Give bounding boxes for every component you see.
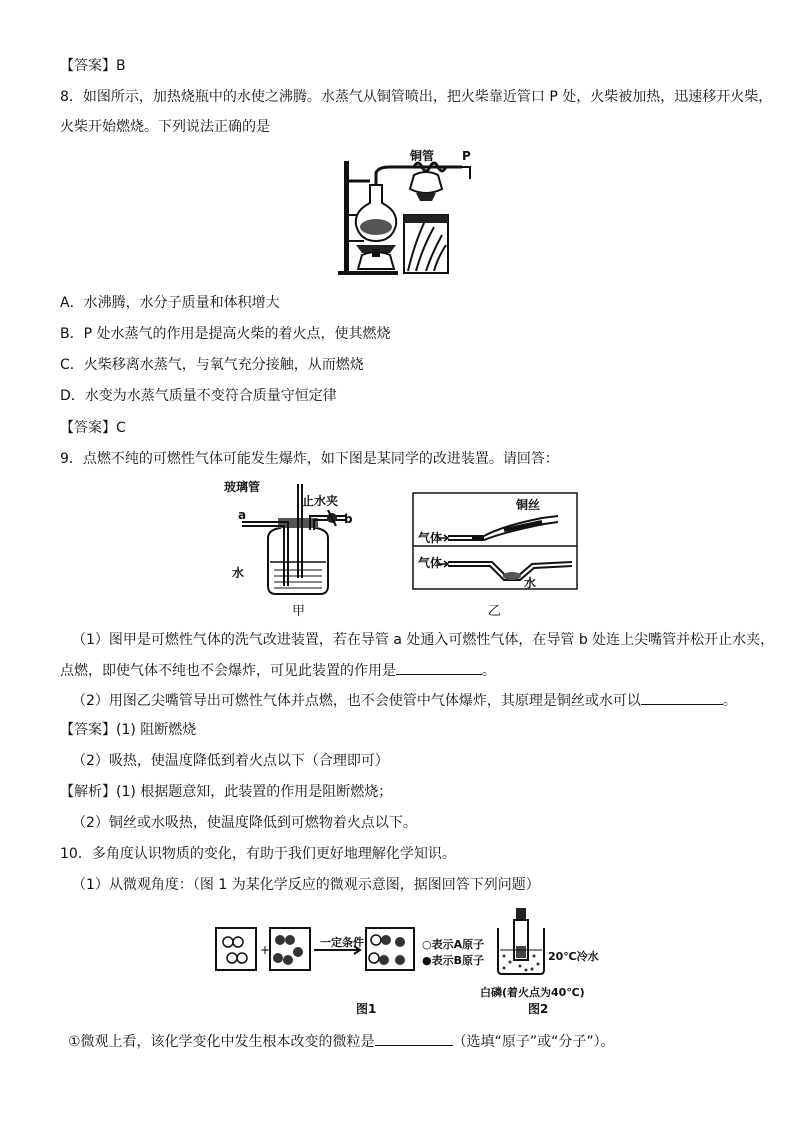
q9-sub2-text: （2）用图乙尖嘴管导出可燃性气体并点燃，也不会使管中气体爆炸，其原理是铜丝或水可以 bbox=[72, 693, 641, 709]
beaker-drawing bbox=[476, 906, 556, 978]
q9-label-gas-bottom: 气体 bbox=[418, 556, 443, 570]
q10-fig1-legend-b: ●表示B原子 bbox=[422, 954, 484, 967]
q9-label-gas-top: 气体 bbox=[418, 531, 443, 545]
q9-sub1-blank[interactable] bbox=[396, 660, 482, 675]
wash-bottle-drawing bbox=[228, 478, 368, 603]
q9-label-glass-tube: 玻璃管 bbox=[224, 480, 261, 494]
q9-label-a: a bbox=[238, 508, 247, 522]
q8-stem-line1: 8．如图所示，加热烧瓶中的水使之沸腾。水蒸气从铜管喷出，把火柴靠近管口 P 处，火柴被加热，迅速移开火柴， bbox=[60, 89, 773, 105]
q8-answer: 【答案】C bbox=[60, 420, 126, 436]
q8-label-copper-tube: 铜管 bbox=[410, 149, 435, 163]
q9-sub1-line1: （1）图甲是可燃性气体的洗气改进装置，若在导管 a 处通入可燃性气体，在导管 b 处连上尖嘴管并松开止水夹， bbox=[72, 632, 775, 648]
q9-figure-yi bbox=[412, 492, 578, 618]
q9-sub2-end: 。 bbox=[722, 693, 737, 709]
q9-caption-yi: 乙 bbox=[488, 604, 502, 619]
q9-sub1-end: 。 bbox=[482, 663, 496, 679]
q9-analysis2: （2）铜丝或水吸热，使温度降低到可燃物着火点以下。 bbox=[72, 815, 417, 831]
q9-analysis1: (1) 根据题意知，此装置的作用是阻断燃烧； bbox=[116, 784, 393, 800]
q9-answer-tag: 【答案】 bbox=[60, 722, 116, 738]
q8-label-p: P bbox=[462, 149, 471, 163]
q10-fig2-phosphorus: 白磷(着火点为40℃) bbox=[480, 986, 585, 999]
svg-text:+: + bbox=[260, 943, 271, 957]
q7-answer: 【答案】B bbox=[60, 58, 126, 74]
q8-option-a: A．水沸腾，水分子质量和体积增大 bbox=[60, 295, 280, 311]
q10-fig1-legend-a: ○表示A原子 bbox=[422, 938, 485, 951]
q9-sub1-text: 点燃，即使气体不纯也不会爆炸，可见此装置的作用是 bbox=[60, 663, 396, 679]
q10-fig1-condition: 一定条件 bbox=[320, 936, 364, 949]
q9-sub2-blank[interactable] bbox=[641, 690, 723, 705]
q9-analysis-tag: 【解析】 bbox=[60, 784, 116, 800]
flask-apparatus-drawing bbox=[334, 145, 484, 277]
q8-figure-flask-apparatus bbox=[334, 145, 484, 277]
q10-sub1: （1）从微观角度：（图 1 为某化学反应的微观示意图，据图回答下列问题） bbox=[72, 877, 540, 893]
q9-label-b: b bbox=[344, 512, 353, 526]
q10-fig1-caption: 图1 bbox=[356, 1002, 377, 1016]
q8-option-d: D．水变为水蒸气质量不变符合质量守恒定律 bbox=[60, 388, 337, 404]
q10-question-1-blank[interactable] bbox=[375, 1031, 453, 1046]
q10-question-1 bbox=[68, 1031, 615, 1052]
q8-stem-line2: 火柴开始燃烧。下列说法正确的是 bbox=[60, 119, 270, 135]
q9-answer1: (1) 阻断燃烧 bbox=[116, 722, 197, 738]
q10-question-1-end: （选填“原子”或“分子”）。 bbox=[452, 1034, 615, 1050]
q9-figure-jia bbox=[224, 478, 368, 619]
q9-answer-line1 bbox=[60, 720, 196, 740]
q9-answer2: （2）吸热，使温度降低到着火点以下（合理即可） bbox=[72, 753, 389, 769]
q9-sub1-line2 bbox=[60, 660, 496, 681]
q8-option-b: B．P 处水蒸气的作用是提高火柴的着火点，使其燃烧 bbox=[60, 326, 391, 342]
q9-label-water-b: 水 bbox=[524, 576, 537, 590]
q8-option-c: C．火柴移离水蒸气，与氧气充分接触，从而燃烧 bbox=[60, 357, 364, 373]
q9-label-water: 水 bbox=[232, 566, 245, 580]
q10-fig2-water: 20℃冷水 bbox=[548, 950, 599, 963]
q9-stem: 9．点燃不纯的可燃性气体可能发生爆炸，如下图是某同学的改进装置。请回答： bbox=[60, 451, 559, 467]
q9-label-copper-wire: 铜丝 bbox=[516, 498, 541, 512]
q9-sub2 bbox=[72, 690, 737, 711]
q10-stem: 10．多角度认识物质的变化，有助于我们更好地理解化学知识。 bbox=[60, 846, 456, 862]
q10-figure-2 bbox=[476, 906, 606, 1018]
q10-figure-1 bbox=[214, 918, 484, 1018]
q9-caption-jia: 甲 bbox=[292, 604, 306, 619]
q10-question-1-text: ①微观上看，该化学变化中发生根本改变的微粒是 bbox=[68, 1034, 375, 1050]
q10-fig2-caption: 图2 bbox=[528, 1002, 549, 1016]
q9-label-clamp: 止水夹 bbox=[302, 494, 339, 508]
q9-analysis-line1 bbox=[60, 782, 392, 802]
